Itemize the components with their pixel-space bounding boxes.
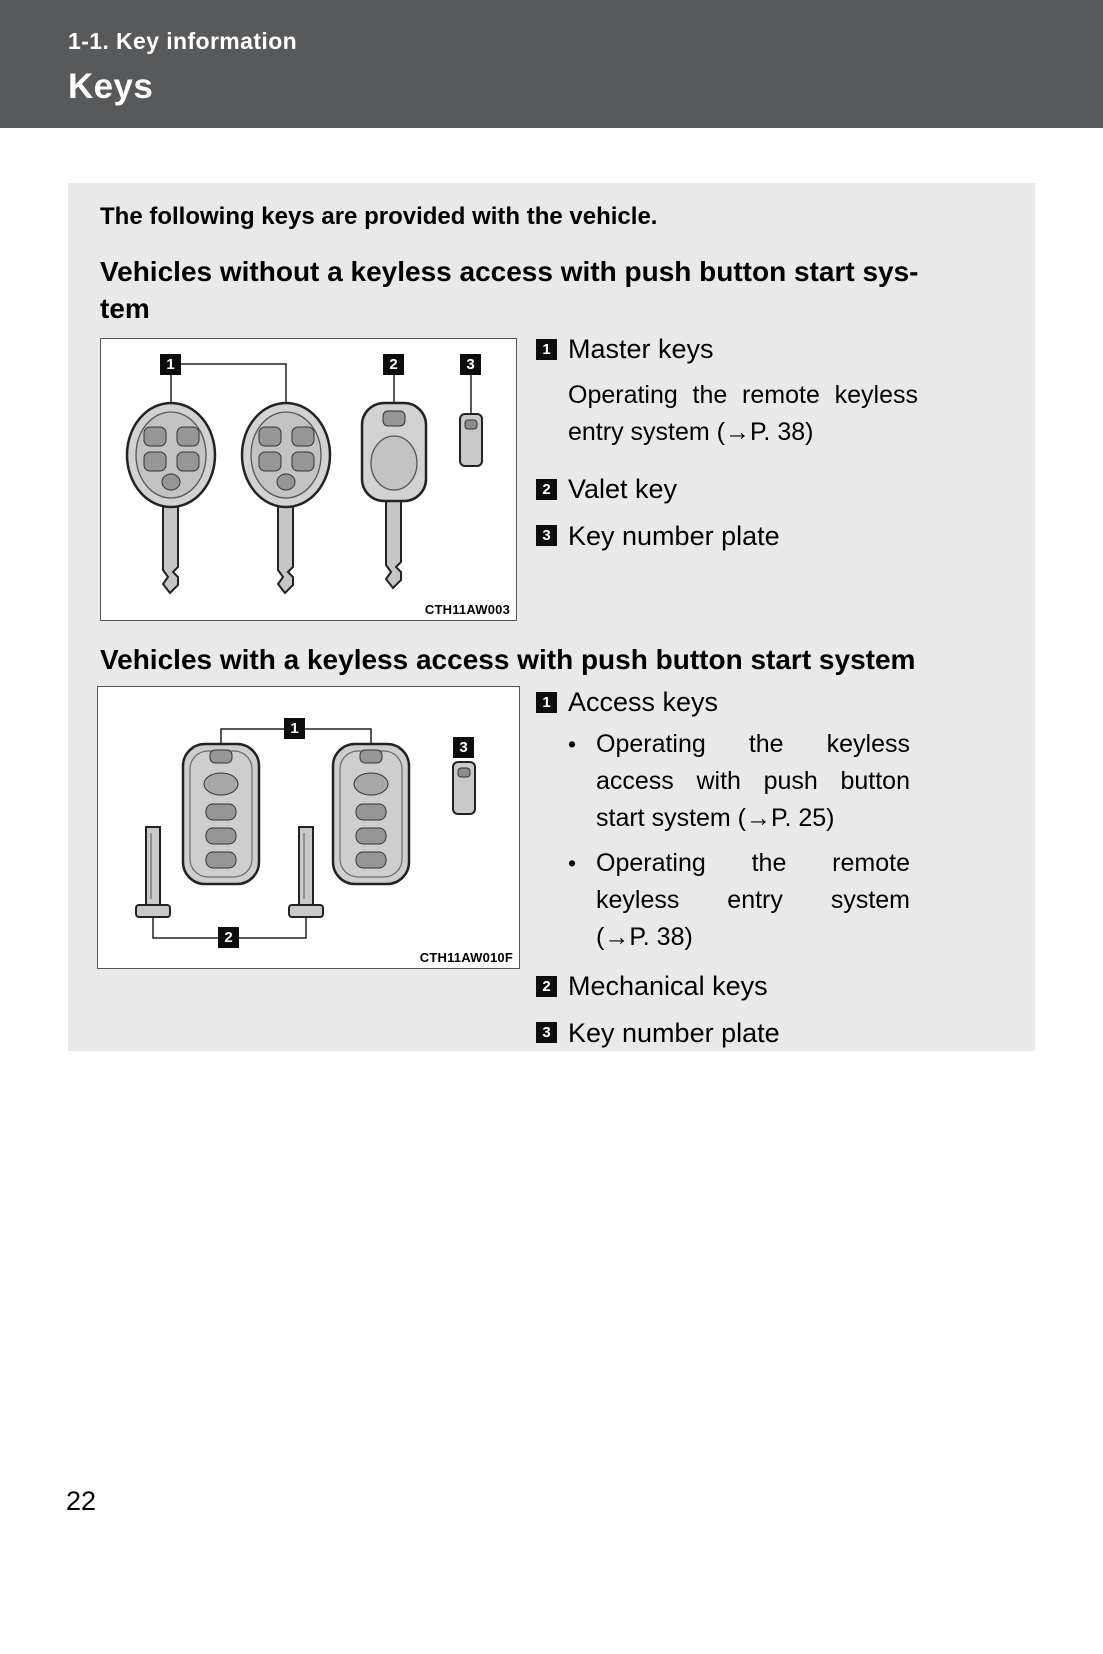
remote-key-icon: [242, 403, 330, 593]
list-item: [536, 473, 966, 505]
item-label: Master keys: [568, 334, 714, 364]
item-number-badge: 3: [536, 525, 557, 546]
figure1-code: CTH11AW003: [424, 602, 510, 617]
item-number-badge: 2: [536, 976, 557, 997]
chapter-label: 1-1. Key information: [68, 28, 298, 54]
keys-illustration: [98, 687, 519, 968]
list-item: [536, 970, 966, 1002]
figure2-label-1: 1: [284, 718, 305, 739]
key-number-plate-icon: [453, 762, 475, 814]
section1-items: [536, 333, 966, 552]
page-number: 22: [66, 1486, 97, 1516]
section2-heading: Vehicles with a keyless access with push button start system: [100, 644, 916, 675]
label-connector-line: [181, 364, 286, 403]
item-label: Key number plate: [568, 520, 780, 551]
figure1-label-2: 2: [383, 354, 404, 375]
smart-key-icon: [183, 744, 259, 884]
item-label: Valet key: [568, 474, 678, 505]
section1-heading: [100, 253, 919, 327]
bullet-text: Operating the remote keyless entry system (→P. 38): [596, 849, 910, 952]
mechanical-key-icon: [289, 827, 323, 917]
key-number-plate-icon: [460, 414, 482, 466]
section1-heading-line2: tem: [100, 293, 150, 324]
item-number-badge: 1: [536, 692, 557, 713]
figure1-label-3: 3: [460, 354, 481, 375]
page-title: Keys: [68, 67, 154, 106]
valet-key-icon: [362, 403, 426, 588]
list-item: [536, 520, 966, 552]
figure2-label-2: 2: [218, 927, 239, 948]
item-label: Mechanical keys: [568, 971, 768, 1002]
bullet-item: [568, 726, 966, 837]
item-label: Key number plate: [568, 1017, 780, 1048]
figure-keys-without-keyless: [100, 338, 517, 621]
mechanical-key-icon: [136, 827, 170, 917]
bullet-icon: •: [568, 850, 577, 877]
page-header: [0, 0, 1103, 128]
content-panel: [68, 183, 1035, 1051]
item-number-badge: 1: [536, 339, 557, 360]
figure2-label-3: 3: [453, 737, 474, 758]
remote-key-icon: [127, 403, 215, 593]
figure2-code: CTH11AW010F: [419, 950, 513, 965]
item-label: Access keys: [568, 687, 719, 717]
section2-items: [536, 686, 966, 1049]
figure-keys-with-keyless: [97, 686, 520, 969]
smart-key-icon: [333, 744, 409, 884]
figure1-label-1: 1: [160, 354, 181, 375]
item-number-badge: 2: [536, 479, 557, 500]
item-description: Operating the remote keyless entry system (→P. 38): [568, 381, 918, 447]
bullet-icon: •: [568, 731, 577, 758]
list-item: [536, 686, 966, 718]
item-number-badge: 3: [536, 1022, 557, 1043]
intro-text: The following keys are provided with the vehicle.: [100, 203, 658, 230]
bullet-text: Operating the keyless access with push button start system (→P. 25): [596, 730, 910, 833]
keys-illustration: [101, 339, 516, 620]
bullet-item: [568, 845, 966, 956]
list-item: [536, 1017, 966, 1049]
list-item: [536, 333, 966, 365]
section1-heading-line1: Vehicles without a keyless access with push button start sys-: [100, 256, 919, 287]
